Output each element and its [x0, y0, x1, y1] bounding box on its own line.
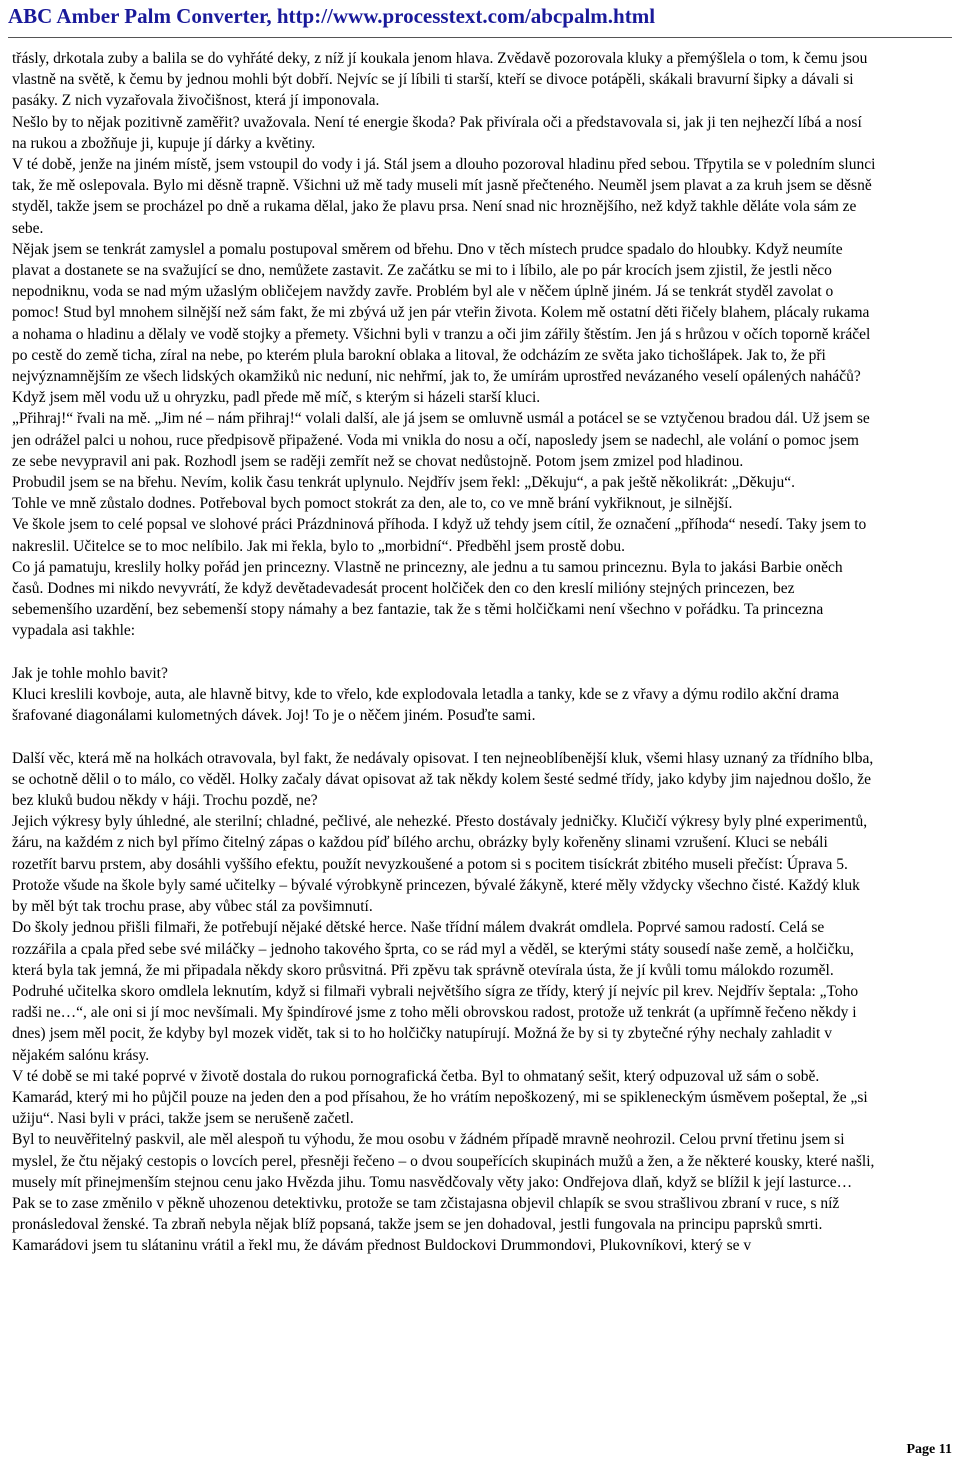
paragraph: Další věc, která mě na holkách otravovala, byl fakt, že nedávaly opisovat. I ten nejneoblíbenější kluk, všemi hlasy uznaný za třídního blba, se ochotně dělil o to málo, co věděl. Holky začaly dávat opisovat až tak někdy kolem šesté sedmé třídy, jako kdyby jim najednou došlo, že bez kluků budou někdy v háji. Trochu pozdě, ne?	[12, 749, 874, 810]
paragraph: „Přihraj!“ řvali na mě. „Jim né – nám přihraj!“ volali další, ale já jsem se omluvně usmál a potácel se se vztyčenou bradou dál. Už jsem se jen odrážel palci u nohou, ruce předpisově připažené. Voda mi vnikla do nosu a očí, naposledy jsem se nadechl, ale volání o pomoc jsem ze sebe nevypravil ani pak. Rozhodl jsem se raději zemřít než se chovat nedůstojně. Potom jsem zmizel pod hladinou.	[12, 410, 870, 470]
paragraph: Ve škole jsem to celé popsal ve slohové práci Prázdninová příhoda. I když už tehdy jsem cítil, že označení „příhoda“ nesedí. Taky jsem to nakreslil. Učitelce se to moc nelíbilo. Jak mi řekla, bylo to „morbidní“. Předběhl jsem prostě dobu.	[12, 516, 867, 555]
document-header: ABC Amber Palm Converter, http://www.processtext.com/abcpalm.html	[8, 4, 656, 28]
paragraph: Když jsem měl vodu už u ohryzku, padl přede mě míč, s kterým si házeli starší kluci.	[12, 389, 541, 407]
paragraph	[12, 642, 876, 663]
paragraph: Probudil jsem se na břehu. Nevím, kolik času tenkrát uplynulo. Nejdřív jsem řekl: „Děkuju“, a pak ještě několikrát: „Děkuju“.	[12, 474, 795, 492]
page-number: Page 11	[906, 1442, 952, 1457]
document-body	[12, 48, 876, 1257]
header-divider	[8, 37, 952, 38]
paragraph	[12, 726, 876, 747]
paragraph: V té době, jenže na jiném místě, jsem vstoupil do vody i já. Stál jsem a dlouho pozoroval hladinu před sebou. Třpytila se v poledním slunci tak, že mě oslepovala. Bylo mi děsně trapně. Všichni už mě tady museli mít jasně přečteného. Neuměl jsem plavat a za kruh jsem se děsně styděl, takže jsem se procházel po dně a rukama dělal, jako že plavu prsa. Není snad nic hroznějšího, než když takhle děláte vola sám ze sebe.	[12, 156, 876, 237]
paragraph: Kamarádovi jsem tu slátaninu vrátil a řekl mu, že dávám přednost Buldockovi Drummondovi, Plukovníkovi, který se v	[12, 1237, 752, 1255]
paragraph: Kluci kreslili kovboje, auta, ale hlavně bitvy, kde to vřelo, kde explodovala letadla a tanky, kde se z vřavy a dýmu rodilo akční drama šrafované diagonálami kulometných dávek. Joj! To je o něčem jiném. Posuďte sami.	[12, 686, 839, 725]
paragraph: Nějak jsem se tenkrát zamyslel a pomalu postupoval směrem od břehu. Dno v těch místech prudce spadalo do hloubky. Když neumíte plavat a dostanete se na svažující se dno, nemůžete zastavit. Ze začátku se mi to i líbilo, ale po pár krocích jsem zjistil, že jestli něco nepodniknu, voda se nad mým užaslým obličejem navždy zavře. Problém byl ale v něčem úplně jiném. Já se tenkrát styděl zavolat o pomoc! Stud byl mnohem silnější než sám fakt, že mi zbývá už jen pár vteřin života. Kolem mě ostatní děti řičely blahem, plácaly rukama a nohama o hladinu a dělaly ve vodě stojky a přemety. Všichni byli v tranzu a oči jim zářily štěstím. Jen já s hrůzou v očích toporně kráčel po cestě do země ticha, zíral na nebe, po kterém plula barokní oblaka a litoval, že odcházím ze světa jako tichošlápek. Jak to, že při nejvýznamnějším ze všech lidských okamžiků nic neduní, nic nehřmí, jak to, že umírám uprostřed nevázaného veselí opálených naháčů?	[12, 240, 871, 386]
paragraph: třásly, drkotala zuby a balila se do vyhřáté deky, z níž jí koukala jenom hlava. Zvědavě pozorovala kluky a přemýšlela o tom, k čemu jsou vlastně na světě, k čemu by jednou mohli být dobří. Nejvíc se jí líbili ti starší, kteří se divoce potápěli, skákali bravurní šipky a dávali si pasáky. Z nich vyzařovala živočišnost, která jí imponovala.	[12, 50, 868, 110]
paragraph: Jejich výkresy byly úhledné, ale sterilní; chladné, pečlivé, ale nehezké. Přesto dostávaly jedničky. Klučičí výkresy byly plné experimentů, žáru, na každém z nich byl přímo čitelný zápas o každou píď bílého archu, obrázky byly kořeněny slinami vzrušení. Kluci se nebáli rozetřít barvu prstem, aby dosáhli vyššího efektu, použít nevyzkoušené a potom si s pocitem tisíckrát zbitého museli přečíst: Úprava 5. Protože všude na škole byly samé učitelky – bývalé výrobkyně princezen, bývalé žákyně, které měly vždycky všechno čisté. Každý kluk by měl být tak trochu prase, aby vůbec stál za povšimnutí.	[12, 813, 868, 916]
paragraph: Nešlo by to nějak pozitivně zaměřit? uvažovala. Není té energie škoda? Pak přivírala oči a představovala si, jak ji ten nejhezčí líbá a nosí na rukou a zbožňuje ji, kupuje jí dárky a květiny.	[12, 113, 862, 152]
paragraph: Byl to neuvěřitelný paskvil, ale měl alespoň tu výhodu, že mou osobu v žádném případě mravně neohrozil. Celou první třetinu jsem si myslel, že čtu nějaký cestopis o lovcích perel, přesněji řečeno – o dvou soupeřících skupinách mužů a žen, a že některé kousky, které našli, musely mít přinejmenším stejnou cenu jako Hvězda jihu. Tomu nasvědčovaly věty jako: Ondřejova dlaň, když se blížil k její lasturce… Pak se to zase změnilo v pěkně uhozenou detektivku, protože se tam zčistajasna objevil chlapík se svou strašlivou zbraní v ruce, s níž pronásledoval ženské. Ta zbraň nebyla nějak blíž popsaná, takže jsem se jen dohadoval, jestli fungovala na principu paprsků smrti.	[12, 1131, 875, 1234]
paragraph: Co já pamatuju, kreslily holky pořád jen princezny. Vlastně ne princezny, ale jednu a tu samou princeznu. Byla to jakási Barbie oněch časů. Dodnes mi nikdo nevyvrátí, že když devětadevadesát procent holčiček den co den kreslí milióny stejných princezen, bez sebemenšího uzardění, bez sebemenší stopy námahy a bez fantazie, tak že s těmi holčičkami není všechno v pořádku. Ta princezna vypadala asi takhle:	[12, 558, 843, 640]
paragraph: Tohle ve mně zůstalo dodnes. Potřeboval bych pomoct stokrát za den, ale to, co ve mně brání vykřiknout, je silnější.	[12, 495, 733, 513]
paragraph: Jak je tohle mohlo bavit?	[12, 664, 168, 682]
paragraph: Do školy jednou přišli filmaři, že potřebují nějaké dětské herce. Naše třídní málem dvakrát omdlela. Poprvé samou radostí. Celá se rozzářila a cpala před sebe své miláčky – jednoho takového šprta, co se rád myl a věděl, se kterými státy sousedí naše země, a holčičku, která byla tak jemná, že mi připadala někdy skoro průsvitná. Při zpěvu tak správně otevírala ústa, že jí kvůli tomu málokdo rozuměl. Podruhé učitelka skoro omdlela leknutím, když si filmaři vybrali největšího sígra ze třídy, který jí nejvíc pil krev. Nejdřív šeptala: „Toho radši ne…“, ale oni si jí moc nevšímali. My špindírové jsme z toho měli obrovskou radost, protože už tenkrát (a upřímně řečeno někdy i dnes) jsem měl pocit, že kdyby byl mozek vidět, tak si to ho holčičky natupírují. Možná že by si ty zbytečné rýhy nechaly zahladit v nějakém salónu krásy.	[12, 919, 859, 1064]
paragraph: V té době se mi také poprvé v životě dostala do rukou pornografická četba. Byl to ohmataný sešit, který odpuzoval už sám o sobě. Kamarád, který mi ho půjčil pouze na jeden den a pod přísahou, že ho vrátím nepoškozený, mi se spikleneckým úsměvem pošeptal, že „si užiju“. Nasi byli v práci, takže jsem se nerušeně začetl.	[12, 1067, 868, 1128]
